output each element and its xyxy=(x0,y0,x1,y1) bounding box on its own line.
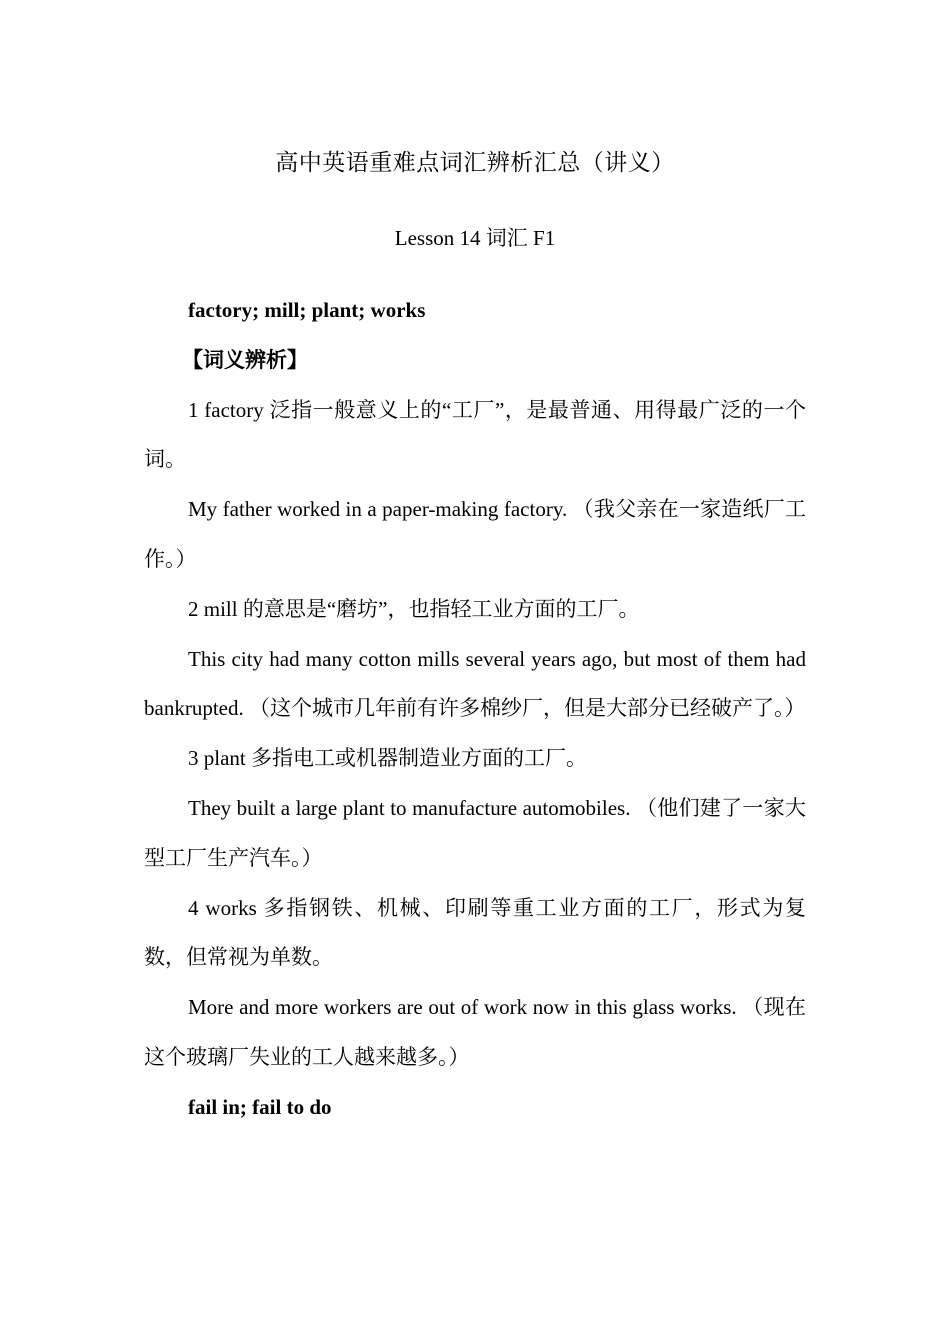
example-sentence: This city had many cotton mills several years ago, but most of them had bankrupted. （这个城市几年前有许多棉纱厂，但是大部分已经破产了。） xyxy=(144,646,806,721)
section-heading: 【词义辨析】 xyxy=(182,347,308,372)
definition-paragraph: 3 plant 多指电工或机器制造业方面的工厂。 xyxy=(188,746,587,771)
example-sentence: My father worked in a paper-making factory. （我父亲在一家造纸厂工作。） xyxy=(144,497,806,571)
example-sentence: More and more workers are out of work now in this glass works. （现在这个玻璃厂失业的工人越来越多。） xyxy=(144,995,806,1069)
definition-paragraph: 1 factory 泛指一般意义上的“工厂”，是最普通、用得最广泛的一个词。 xyxy=(144,397,806,472)
definition-paragraph: 4 works 多指钢铁、机械、印刷等重工业方面的工厂，形式为复数，但常视为单数。 xyxy=(144,895,806,970)
word-group-heading: fail in; fail to do xyxy=(188,1094,332,1119)
document-title: 高中英语重难点词汇辨析汇总（讲义） xyxy=(275,150,675,175)
example-sentence: They built a large plant to manufacture automobiles. （他们建了一家大型工厂生产汽车。） xyxy=(144,795,806,870)
document-body xyxy=(144,286,806,1133)
lesson-subtitle: Lesson 14 词汇 F1 xyxy=(394,226,556,250)
definition-paragraph: 2 mill 的意思是“磨坊”，也指轻工业方面的工厂。 xyxy=(188,596,640,621)
word-group-heading: factory; mill; plant; works xyxy=(188,298,426,322)
